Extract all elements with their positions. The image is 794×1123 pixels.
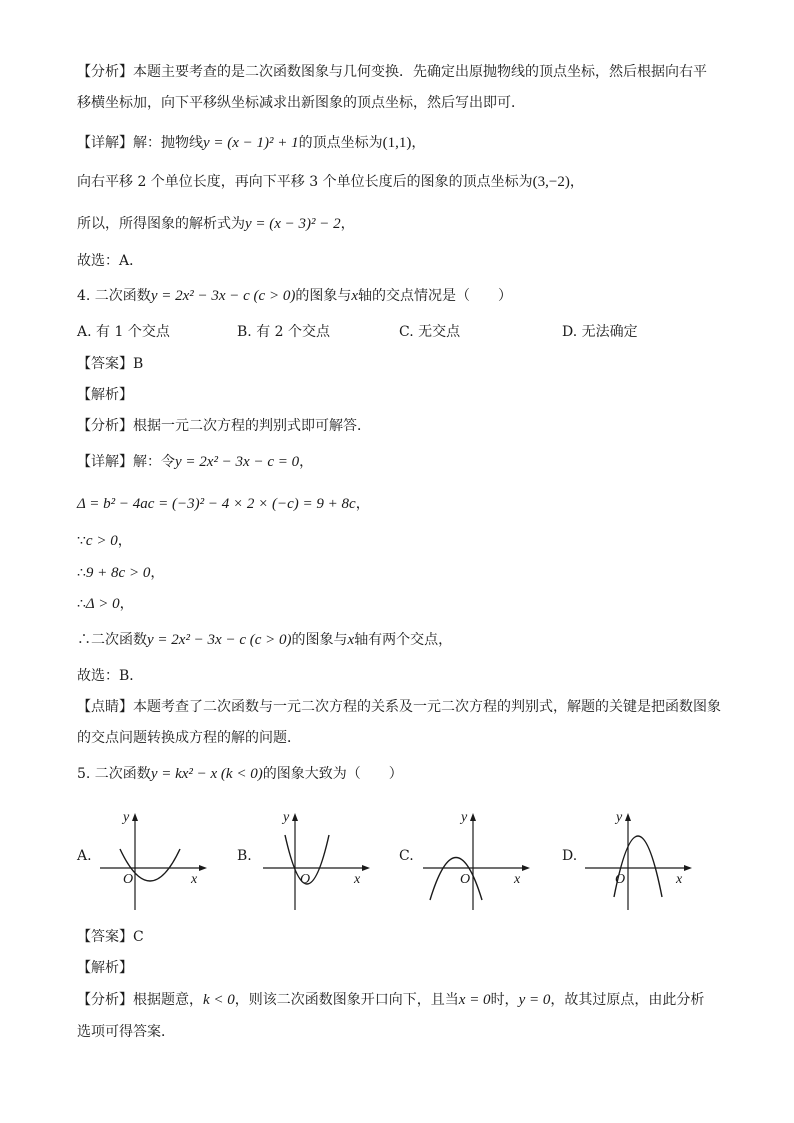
graph-a	[95, 805, 220, 915]
math-x: x	[351, 288, 358, 304]
math-x: x	[347, 632, 355, 648]
math-k-negative: k < 0	[203, 992, 235, 1008]
text: 的图象与	[295, 288, 352, 304]
detail-line-vertex	[77, 133, 734, 153]
math-y-zero: y = 0	[518, 992, 551, 1008]
text: 4. 二次函数	[77, 288, 151, 304]
dianjing-line-2: 的交点问题转换成方程的解的问题．	[77, 730, 301, 746]
therefore-line-1	[77, 563, 734, 583]
text: 【详解】解：令	[77, 454, 175, 470]
text: ，	[355, 496, 370, 512]
question-5	[77, 764, 734, 784]
y-axis-label: y	[616, 810, 623, 825]
select-b: 故选：B．	[77, 668, 144, 684]
math-equation: y = 2x² − 3x − c = 0	[175, 454, 300, 470]
text: 轴的交点情况是（ ）	[358, 288, 512, 304]
math-result: y = (x − 3)² − 2	[245, 216, 341, 232]
graph-label-c: C.	[399, 848, 414, 864]
math-delta-positive: Δ > 0	[85, 596, 120, 612]
text: 5. 二次函数	[77, 766, 151, 782]
text: ，	[569, 174, 584, 190]
math-discriminant: Δ = b² − 4ac = (−3)² − 4 × 2 × (−c) = 9 + 8c	[77, 496, 356, 512]
question-4	[77, 286, 734, 306]
text: 的图象大致为（ ）	[262, 766, 403, 782]
select-a: 故选：A．	[77, 253, 144, 269]
x-axis-label: x	[514, 872, 521, 887]
text: ，	[117, 533, 132, 549]
analysis-5-line-2: 选项可得答案．	[77, 1024, 175, 1040]
x-axis-label: x	[676, 872, 683, 887]
text: ∴二次函数	[77, 632, 147, 648]
y-axis-label: y	[461, 810, 468, 825]
graph-b	[258, 805, 383, 915]
discriminant-line	[77, 494, 734, 514]
math-vertex: (1,1)	[382, 135, 412, 151]
because-symbol: ∵	[77, 533, 86, 549]
detail-line-result	[77, 214, 734, 234]
q4-option-d: D. 无法确定	[562, 324, 638, 340]
jiexi-5: 【解析】	[77, 960, 133, 976]
q4-option-a: A. 有 1 个交点	[77, 324, 170, 340]
text: 轴有两个交点，	[354, 632, 453, 648]
graph-d	[580, 805, 705, 915]
detail-line-translate	[77, 172, 734, 192]
graph-label-d: D.	[562, 848, 578, 864]
analysis-4: 【分析】根据一元二次方程的判别式即可解答．	[77, 418, 371, 434]
x-axis-label: x	[354, 872, 361, 887]
origin-label: O	[615, 872, 626, 887]
text: ，	[299, 454, 314, 470]
detail-4	[77, 452, 734, 472]
analysis-5-line-1	[77, 990, 734, 1010]
therefore-symbol: ∴	[77, 565, 86, 581]
origin-label: O	[123, 872, 134, 887]
origin-label: O	[460, 872, 471, 887]
jiexi-4: 【解析】	[77, 387, 133, 403]
text: ，	[340, 216, 355, 232]
math-x-zero: x = 0	[458, 992, 491, 1008]
text: 【分析】根据题意，	[77, 992, 203, 1008]
graph-label-a: A.	[77, 848, 92, 864]
graph-label-b: B.	[237, 848, 252, 864]
y-axis-label: y	[283, 810, 290, 825]
x-axis-label: x	[191, 872, 198, 887]
analysis-line-2: 移横坐标加，向下平移纵坐标减求出新图象的顶点坐标，然后写出即可．	[77, 95, 525, 111]
math-c-positive: c > 0	[85, 533, 118, 549]
math-inequality: 9 + 8c > 0	[85, 565, 151, 581]
therefore-symbol: ∴	[77, 596, 86, 612]
math-new-vertex: (3,−2)	[532, 174, 570, 190]
text: ，故其过原点，由此分析	[550, 992, 705, 1008]
therefore-line-3	[77, 630, 734, 650]
answer-4: 【答案】B	[77, 356, 144, 372]
math-q5: y = kx² − x (k < 0)	[150, 766, 263, 782]
answer-5: 【答案】C	[77, 929, 144, 945]
because-line	[77, 531, 734, 551]
text: ，则该二次函数图象开口向下，且当	[234, 992, 459, 1008]
y-axis-label: y	[123, 810, 130, 825]
math-parabola: y = (x − 1)² + 1	[203, 135, 299, 151]
math-q4-function: y = 2x² − 3x − c (c > 0)	[147, 632, 292, 648]
text: 向右平移 2 个单位长度，再向下平移 3 个单位长度后的图象的顶点坐标为	[77, 174, 533, 190]
text: 的顶点坐标为	[298, 135, 383, 151]
text: ，	[411, 135, 426, 151]
text: ，	[119, 596, 134, 612]
text: ，	[150, 565, 165, 581]
analysis-line-1: 【分析】本题主要考查的是二次函数图象与几何变换．先确定出原抛物线的顶点坐标，然后根据向右平	[77, 64, 707, 80]
q4-options	[77, 322, 734, 342]
text: 的图象与	[291, 632, 348, 648]
dianjing-line-1: 【点睛】本题考查了二次函数与一元二次方程的关系及一元二次方程的判别式，解题的关键是把函数图象	[77, 699, 721, 715]
q4-option-b: B. 有 2 个交点	[237, 324, 330, 340]
therefore-line-2	[77, 594, 734, 614]
q4-option-c: C. 无交点	[399, 324, 461, 340]
math-q4: y = 2x² − 3x − c (c > 0)	[150, 288, 296, 304]
text: 时，	[490, 992, 519, 1008]
text: 【详解】解：抛物线	[77, 135, 203, 151]
origin-label: O	[300, 872, 311, 887]
graph-c	[418, 805, 543, 915]
text: 所以，所得图象的解析式为	[77, 216, 245, 232]
